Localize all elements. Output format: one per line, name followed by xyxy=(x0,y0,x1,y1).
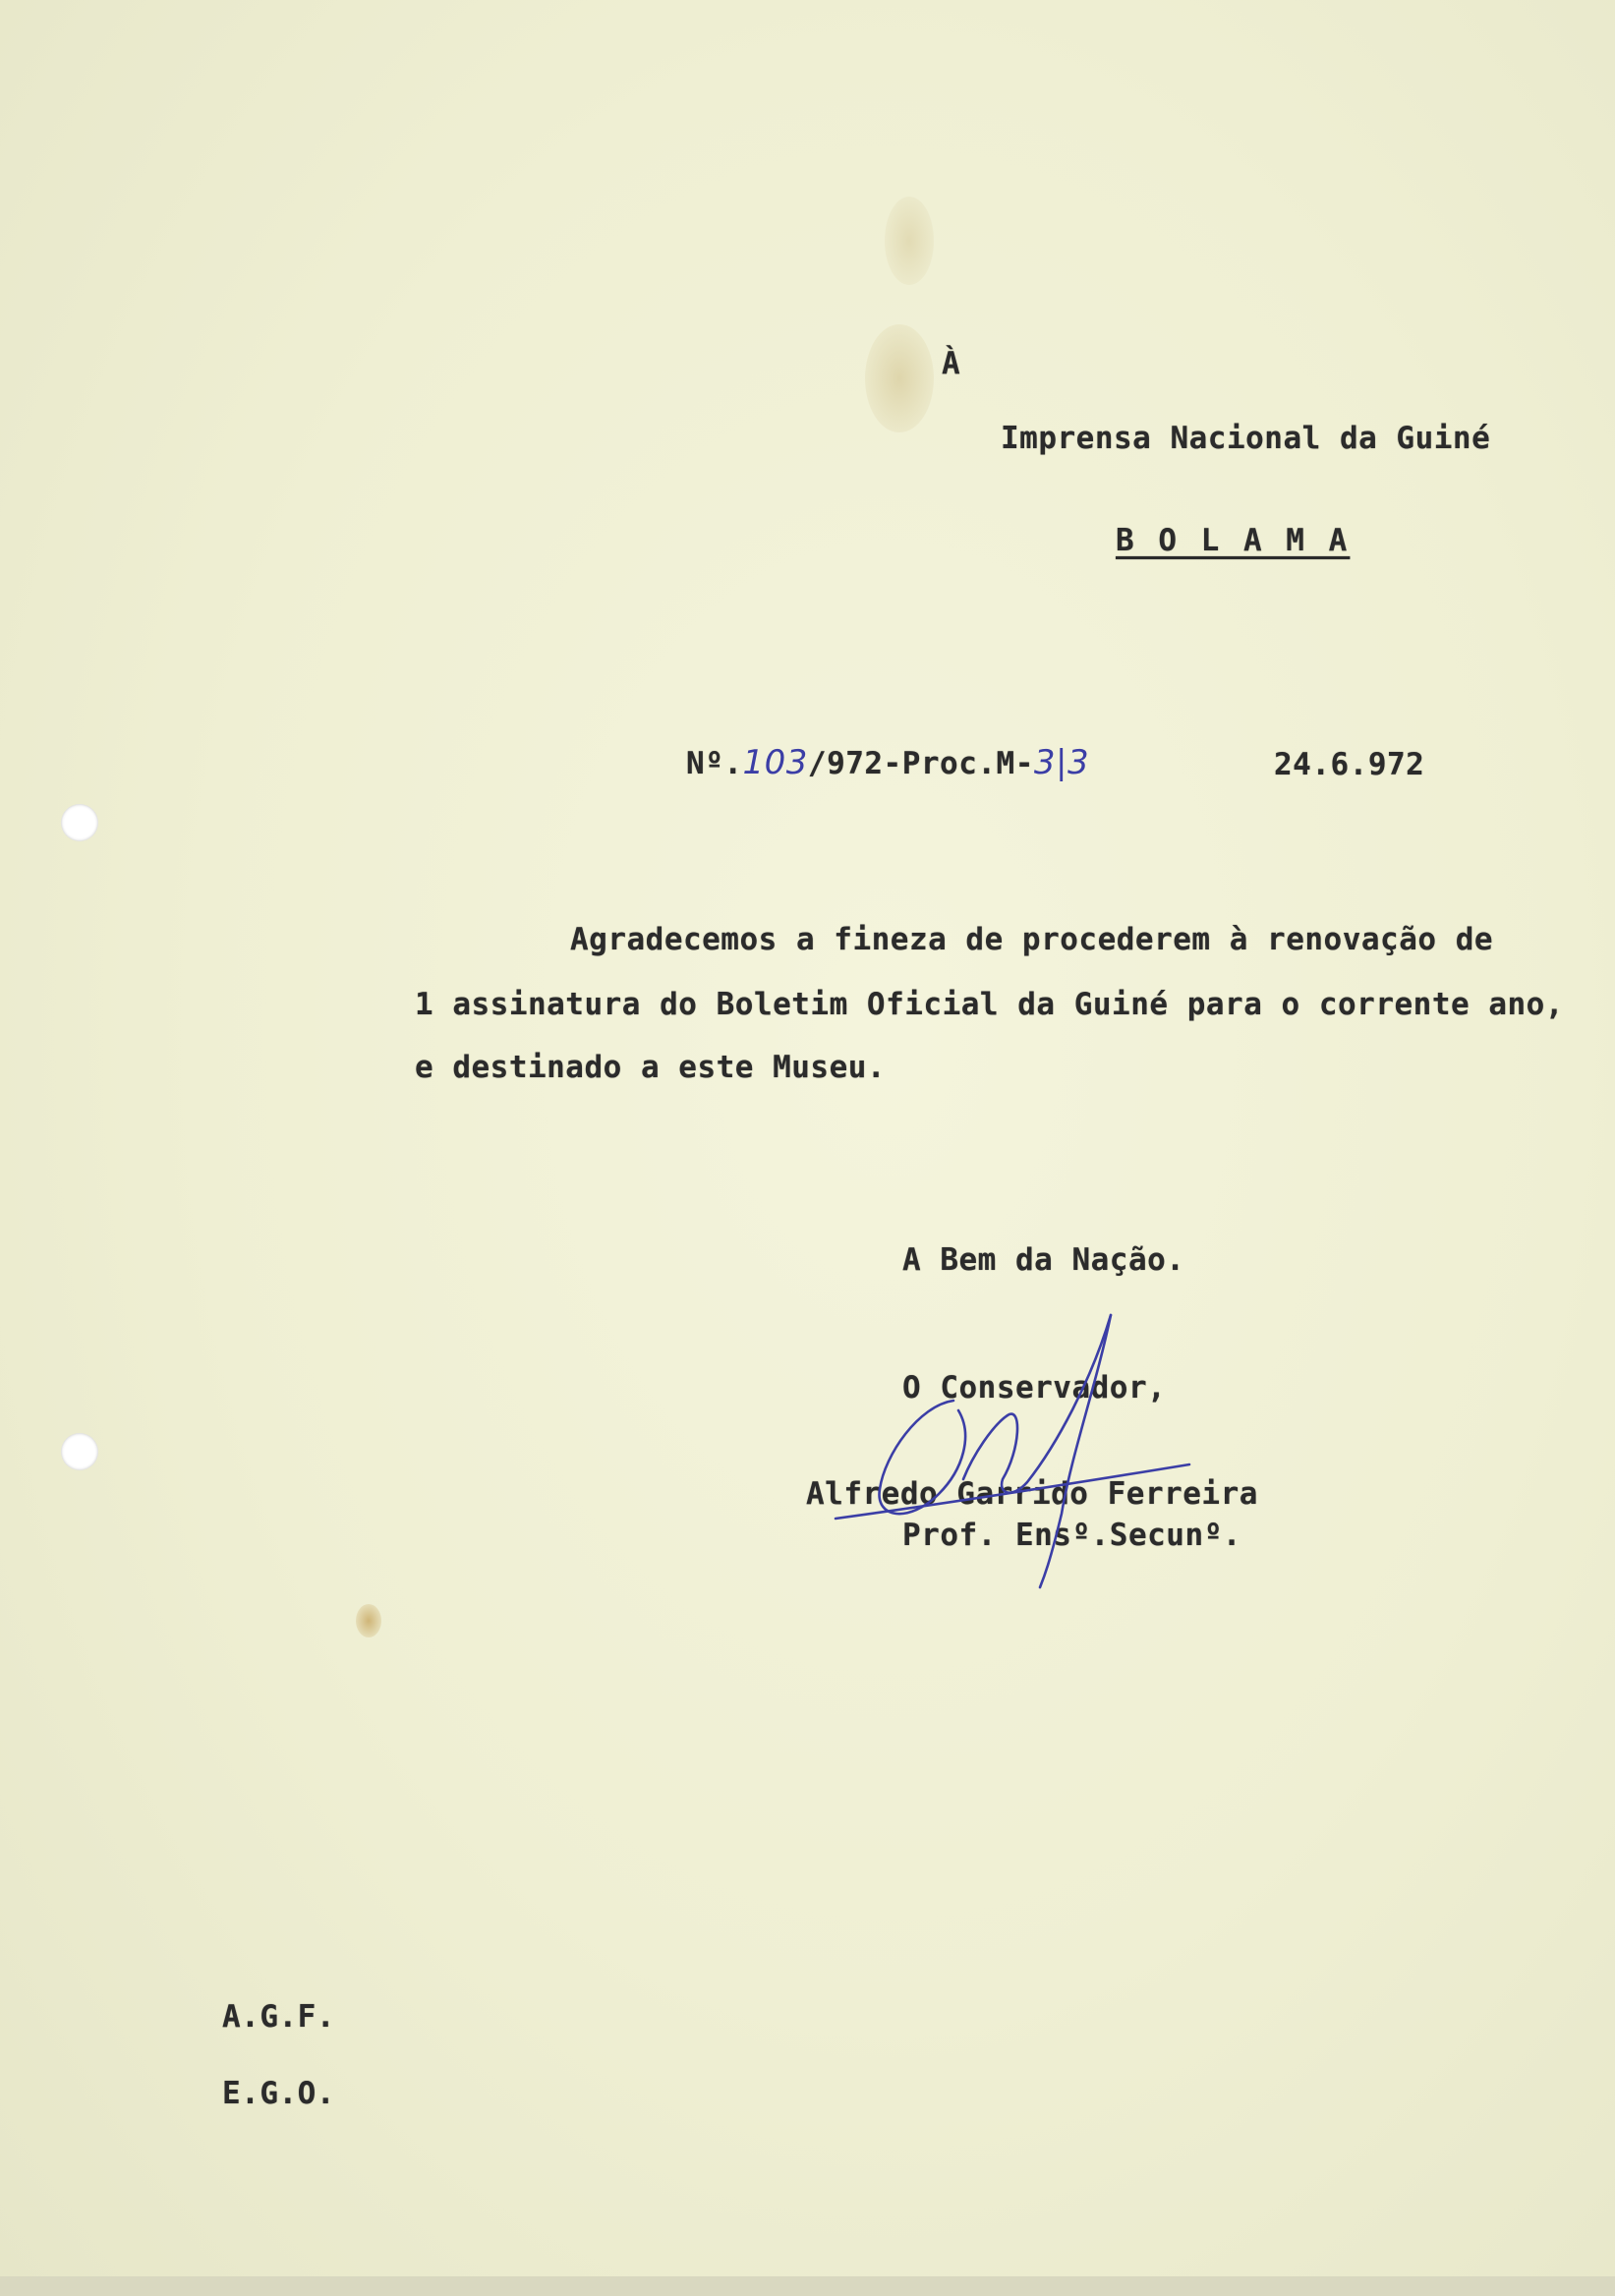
body-line-1: Agradecemos a fineza de procederem à renovação de xyxy=(570,922,1494,957)
paper-stain xyxy=(885,197,934,285)
document-date: 24.6.972 xyxy=(1274,747,1425,782)
body-line-2: 1 assinatura do Boletim Oficial da Guiné para o corrente ano, xyxy=(415,987,1564,1022)
closing-salutation: A Bem da Nação. xyxy=(902,1242,1185,1278)
punch-hole-bottom xyxy=(61,1433,98,1470)
reference-line xyxy=(686,743,1089,782)
signer-name: Alfredo Garrido Ferreira xyxy=(806,1476,1258,1512)
signer-position: Prof. Ensº.Secunº. xyxy=(902,1518,1241,1553)
closing-title: O Conservador, xyxy=(902,1370,1167,1406)
footer-initials-1: A.G.F. xyxy=(222,1999,335,2035)
paper-stain xyxy=(356,1604,381,1637)
handwritten-proc: 3|3 xyxy=(1033,743,1090,782)
reference-label: Nº. xyxy=(686,746,743,781)
body-line-3: e destinado a este Museu. xyxy=(415,1050,887,1085)
paper-stain xyxy=(865,324,934,432)
addressee-city: B O L A M A xyxy=(1116,523,1351,558)
scan-edge xyxy=(0,2276,1615,2296)
addressee-name: Imprensa Nacional da Guiné xyxy=(1001,421,1491,456)
punch-hole-top xyxy=(61,804,98,841)
footer-initials-2: E.G.O. xyxy=(222,2076,335,2111)
handwritten-signature xyxy=(826,1307,1199,1592)
addressee-prefix: À xyxy=(942,346,961,381)
handwritten-number: 103 xyxy=(742,743,808,782)
reference-middle: /972-Proc.M- xyxy=(807,746,1034,781)
